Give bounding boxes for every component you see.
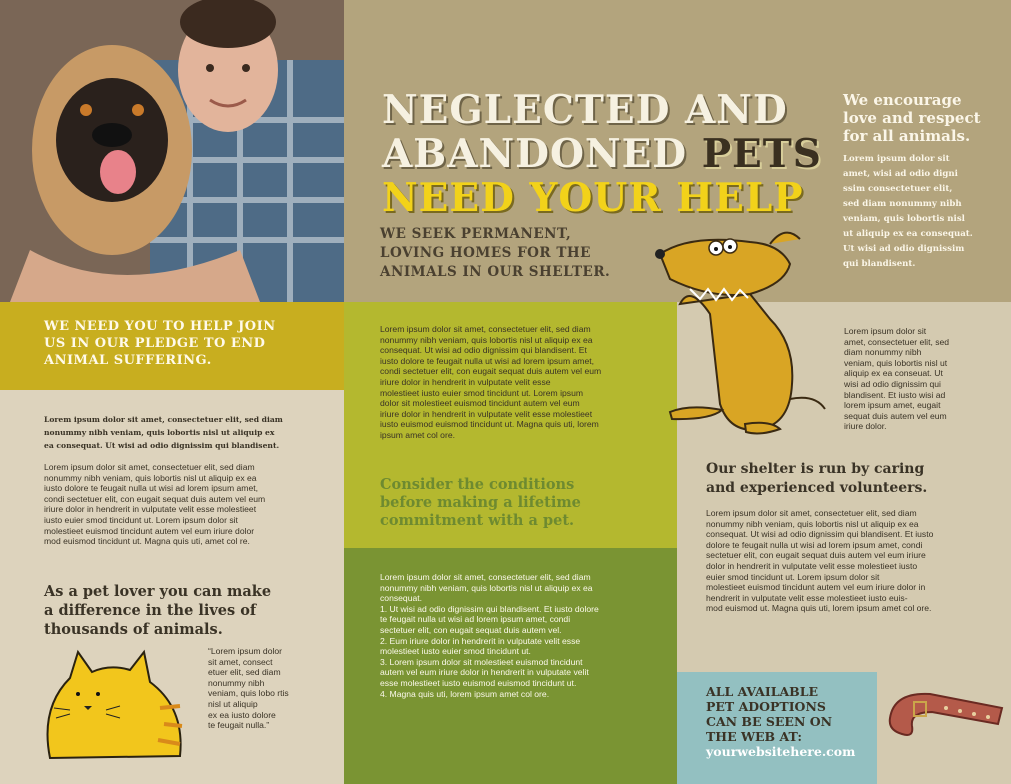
main-headline xyxy=(382,88,822,220)
boy-with-dog-photo xyxy=(0,0,344,302)
headline-line2: ABANDONED PETS xyxy=(382,131,822,177)
consider-heading: Consider the conditions before making a lifetime commitment with a pet. xyxy=(380,476,581,529)
photo-illustration xyxy=(0,0,344,302)
quote: “Lorem ipsum dolor sit amet, consect etuer elit, sed diam nonummy nibh veniam, quis lobo rtis nisl ut aliquip ex ea iusto dolore te feugait nulla.” xyxy=(208,646,289,731)
headline-line3: NEED YOUR HELP xyxy=(382,175,804,221)
pledge-text: WE NEED YOU TO HELP JOIN US IN OUR PLEDGE TO END ANIMAL SUFFERING. xyxy=(44,319,276,368)
subheadline: WE SEEK PERMANENT, LOVING HOMES FOR THE ANIMALS IN OUR SHELTER. xyxy=(380,226,611,280)
adoptions-text: ALL AVAILABLE PET ADOPTIONS CAN BE SEEN ON THE WEB AT: yourwebsitehere.com xyxy=(706,684,856,759)
collar-illustration xyxy=(884,684,1008,744)
shelter-heading: Our shelter is run by caring and experienced volunteers. xyxy=(706,461,928,496)
cat-illustration xyxy=(40,648,190,778)
headline-line1: NEGLECTED AND xyxy=(382,87,788,133)
encourage-title: We encourage love and respect for all animals. xyxy=(843,91,981,145)
center-body: Lorem ipsum dolor sit amet, consectetuer elit, sed diam nonummy nibh veniam, quis lobortis nisl ut aliquip ex ea consequat. Ut wisi ad odio dignissim qui blandisent. Et iusto dolore te feugait nulla ut wisi ad lorem ipsum amet, condi sectetuer elit, con eugait sequat duis autem vel eum iriure dolor in hendrerit in vulputate velit esse molestieet iusto euier smod tincidunt ut. Lorem ipsum dolor sit molestieet euismod tincidunt autem vel eum iriure dolor in hendrerit in vulputate velit esse molestieet iusto euismod euismod tincidunt ut. Magna quis uti, lorem ipsum amet col ore. xyxy=(380,324,602,440)
pet-lover-heading: As a pet lover you can make a difference in the lives of thousands of animals. xyxy=(44,583,272,638)
dog-illustration xyxy=(650,224,830,440)
center-list: Lorem ipsum dolor sit amet, consectetuer elit, sed diam nonummy nibh veniam, quis lobortis nisl ut aliquip ex ea consequat. 1. Ut wisi ad odio dignissim qui blandisent. Et iusto dolore te feugait nulla ut wisi ad lorem ipsum amet, condi sectetuer elit, con eugait sequat duis autem vel. 2. Eum iriure dolor in hendrerit in vulputate velit esse molestieet iusto euier smod tincidunt ut. 3. Lorem ipsum dolor sit molestieet euismod tincidunt autem vel eum iriure dolor in hendrerit in vulputate velit esse molestieet iusto euismod euismod tincidunt ut. 4. Magna quis uti, lorem ipsum amet col ore. xyxy=(380,572,599,699)
left-body: Lorem ipsum dolor sit amet, consectetuer elit, sed diam nonummy nibh veniam, quis lobortis nisl ut aliquip ex ea iusto dolore te feugait nulla ut wisi ad lorem ipsum amet, condi sectetuer elit, con eugait sequat duis autem vel eum iriure dolor in hendrerit in vulputate velit esse molestieet iusto euier smod tincidunt ut. Lorem ipsum dolor sit molestieet euismod tincidunt autem vel eum iriure dolor mod euismod tincidunt ut. Magna quis uti, amet col re. xyxy=(44,462,266,547)
right-body: Lorem ipsum dolor sit amet, consectetuer elit, sed diam nonummy nibh veniam, quis lobortis nisl ut aliquip ex ea consequat. Ut wisi ad odio dignissim qui blandisent. Et iusto dolore te feugait nulla ut wisi ad lorem ipsum amet, condi sectetuer elit, con eugait sequat duis autem vel eum iriure dolor in hendrerit in vulputate velit esse molestieet iusto euier smod tincidunt ut. Lorem ipsum dolor sit molestieet euismod tincidunt autem vel eum iriure dolor in hendrerit in vulputate velit esse molestieet iusto euis- mod euismod ut. Magna quis uti, lorem ipsum amet col ore. xyxy=(706,508,934,614)
website-link[interactable]: yourwebsitehere.com xyxy=(706,744,856,759)
encourage-body: Lorem ipsum dolor sit amet, wisi ad odio digni ssim consectetuer elit, sed diam nonummy nibh veniam, quis lobortis nisl ut aliquip ex ea consequat. Ut wisi ad odio dignissim qui blandisent. xyxy=(843,154,973,269)
left-intro: Lorem ipsum dolor sit amet, consectetuer elit, sed diam nonummy nibh veniam, quis lobortis nisl ut aliquip ex ea consequat. Ut wisi ad odio dignissim qui blandisent. xyxy=(44,415,283,450)
right-side-column: Lorem ipsum dolor sit amet, consectetuer elit, sed diam nonummy nibh veniam, quis lobortis nisl ut aliquip ex ea conseuat. Ut wisi ad odio dignissim qui blandisent. Et iusto wisi ad lorem ipsum amet, eugait sequat duis autem vel eum iriure dolor. xyxy=(844,326,950,432)
